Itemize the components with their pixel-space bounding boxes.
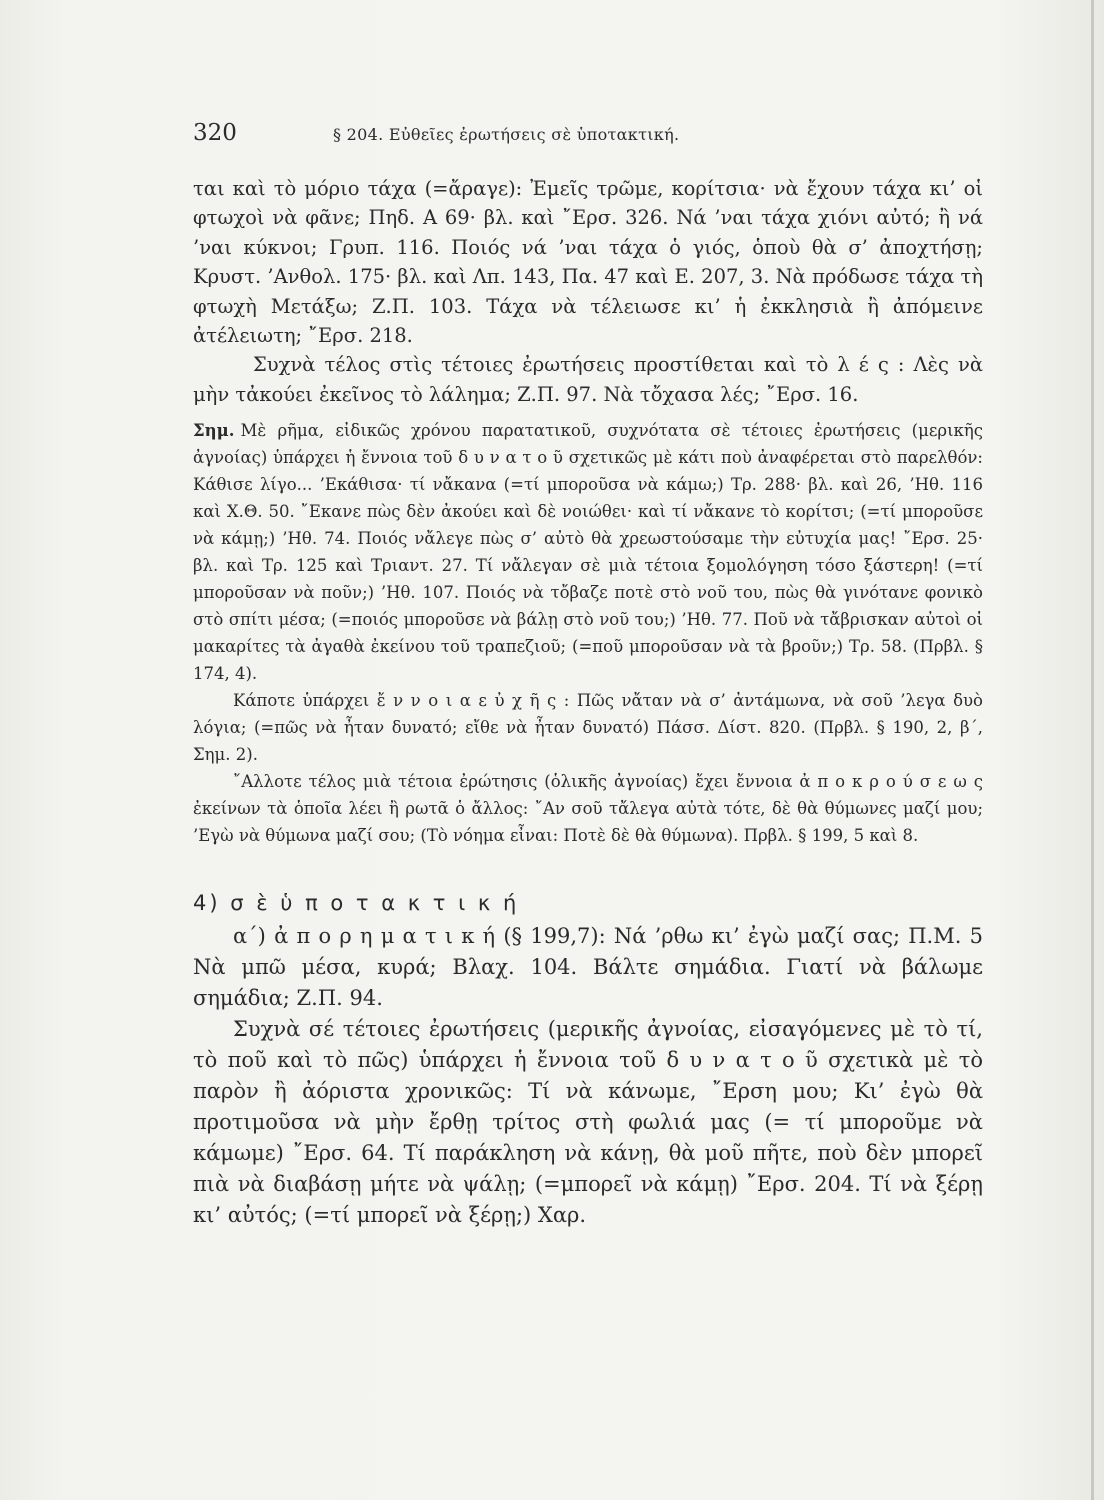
running-head: § 204. Εὐθεῖες ἐρωτήσεις σὲ ὑποτακτική. [333, 125, 680, 144]
section-paragraph: Συχνὰ σέ τέτοιες ἐρωτήσεις (μερικῆς ἀγνοίας, εἰσαγόμενες μὲ τὸ τί, τὸ ποῦ καὶ τὸ πῶς) ὑπάρχει ἡ ἔννοια τοῦ δ υ ν α τ ο ῦ σχετικὰ μὲ τὸ παρὸν ἢ ἀόριστα χρονικῶς: Τί νὰ κάνωμε, ῎Ερση μου; Κι’ ἐγὼ θὰ προτιμοῦσα νὰ μὴν ἔρθῃ τρίτος στὴ φωλιά μας (= τί μποροῦμε νὰ κάμωμε) ῎Ερσ. 64. Τί παράκληση νὰ κάνῃ, θὰ μοῦ πῆτε, ποὺ δὲν μπορεῖ πιὰ νὰ διαβάσῃ μήτε νὰ ψάλῃ; (=μπορεῖ νὰ κάμῃ) ῎Ερσ. 204. Τί νὰ ξέρῃ κι’ αὐτός; (=τί μπορεῖ νὰ ξέρῃ;) Χαρ. [193, 1016, 983, 1227]
paragraph-1: ται καὶ τὸ μόριο τάχα (=ἄραγε): Ἐμεῖς τρῶμε, κορίτσια· νὰ ἔχουν τάχα κι’ οἱ φτωχοὶ νὰ φᾶνε; Πηδ. Α 69· βλ. καὶ ῎Ερσ. 326. Νά ’ναι τάχα χιόνι αὐτό; ἢ νά ’ναι κύκνοι; Γρυπ. 116. Ποιός νά ’ναι τάχα ὁ γιός, ὁποὺ θὰ σ’ ἀποχτήσῃ; Κρυστ. ’Ανθολ. 175· βλ. καὶ Λπ. 143, Πα. 47 καὶ Ε. 207, 3. Νὰ πρόδωσε τάχα τὴ φτωχὴ Μετάξω; Ζ.Π. 103. Τάχα νὰ τέλειωσε κι’ ἡ ἐκκλησιὰ ἢ ἀπόμεινε ἀτέλειωτη; ῎Ερσ. 218. [193, 177, 983, 348]
note-paragraph-2: Κάποτε ὑπάρχει ἔ ν ν ο ι α ε ὐ χ ῆ ς : Πῶς νἄταν νὰ σ’ ἀντάμωνα, νὰ σοῦ ’λεγα δυὸ λόγια; (=πῶς νὰ ἦταν δυνατό; εἴθε νὰ ἦταν δυνατό) Πάσσ. Δίστ. 820. (Πρβλ. § 190, 2, β΄, Σημ. 2). [193, 691, 983, 765]
paragraph-2: Συχνὰ τέλος στὶς τέτοιες ἐρωτήσεις προστίθεται καὶ τὸ λ έ ς : Λὲς νὰ μὴν τἀκούει ἐκεῖνος τὸ λάλημα; Ζ.Π. 97. Νὰ τὄχασα λές; ῎Ερσ. 16. [193, 353, 983, 406]
main-text [193, 174, 983, 1231]
page-number: 320 [193, 120, 237, 146]
page-header [193, 120, 993, 160]
note-text: Μὲ ρῆμα, εἰδικῶς χρόνου παρατατικοῦ, συχνότατα σὲ τέτοιες ἐρωτήσεις (μερικῆς ἀγνοίας) ὑπάρχει ἡ ἔννοια τοῦ δ υ ν α τ ο ῦ σχετικῶς μὲ κάτι ποὺ ἀναφέρεται στὸ παρελθόν: Κάθισε λίγο... ’Εκάθισα· τί νἄκανα (=τί μποροῦσα νὰ κάμω;) Τρ. 288· βλ. καὶ 26, ’Ηθ. 116 καὶ Χ.Θ. 50. ῎Εκανε πὼς δὲν ἀκούει καὶ δὲ νοιώθει· καὶ τί νἄκανε τὸ κορίτσι; (=τί μποροῦσε νὰ κάμῃ;) ’Ηθ. 74. Ποιός νἄλεγε πὼς σ’ αὐτὸ θὰ χρεωστούσαμε τὴν εὐτυχία μας! ῎Ερσ. 25· βλ. καὶ Τρ. 125 καὶ Τριαντ. 27. Τί νἄλεγαν σὲ μιὰ τέτοια ξομολόγηση τόσο ξάστερη! (=τί μποροῦσαν νὰ ποῦν;) ’Ηθ. 107. Ποιός νὰ τὄβαζε ποτὲ στὸ νοῦ του, πὼς θὰ γινότανε φονικὸ στὸ σπίτι μέσα; (=ποιός μποροῦσε νὰ βάλῃ στὸ νοῦ του;) ’Ηθ. 77. Ποῦ νὰ τἄβρισκαν αὐτοὶ οἱ μακαρίτες τὰ ἀγαθὰ ἐκείνου τοῦ τραπεζιοῦ; (=ποῦ μποροῦσαν νὰ τὰ βροῦν;) Τρ. 58. (Πρβλ. § 174, 4). [193, 421, 983, 684]
note-paragraph [193, 417, 983, 687]
section-subheading: α΄) ἀ π ο ρ η μ α τ ι κ ή (§ 199,7): Νά ’ρθω κι’ ἐγὼ μαζί σας; Π.Μ. 5 Νὰ μπῶ μέσα, κυρά; Βλαχ. 104. Βάλτε σημάδια. Γιατί νὰ βάλωμε σημάδια; Ζ.Π. 94. [193, 923, 983, 1010]
section-heading: 4) σ ὲ ὑ π ο τ α κ τ ι κ ή [193, 891, 520, 916]
page-edge [1091, 0, 1094, 1500]
note-label: Σημ. [193, 421, 235, 441]
note-paragraph-3: ῎Αλλοτε τέλος μιὰ τέτοια ἐρώτησις (ὁλικῆς ἀγνοίας) ἔχει ἔννοια ἀ π ο κ ρ ο ύ σ ε ω ς ἐκείνων τὰ ὁποῖα λέει ἢ ρωτᾶ ὁ ἄλλος: ῎Αν σοῦ τἄλεγα αὐτὰ τότε, δὲ θὰ θύμωνες μαζί μου; ’Εγὼ νὰ θύμωνα μαζί σου; (Τὸ νόημα εἶναι: Ποτὲ δὲ θὰ θύμωνα). Πρβλ. § 199, 5 καὶ 8. [193, 772, 983, 846]
